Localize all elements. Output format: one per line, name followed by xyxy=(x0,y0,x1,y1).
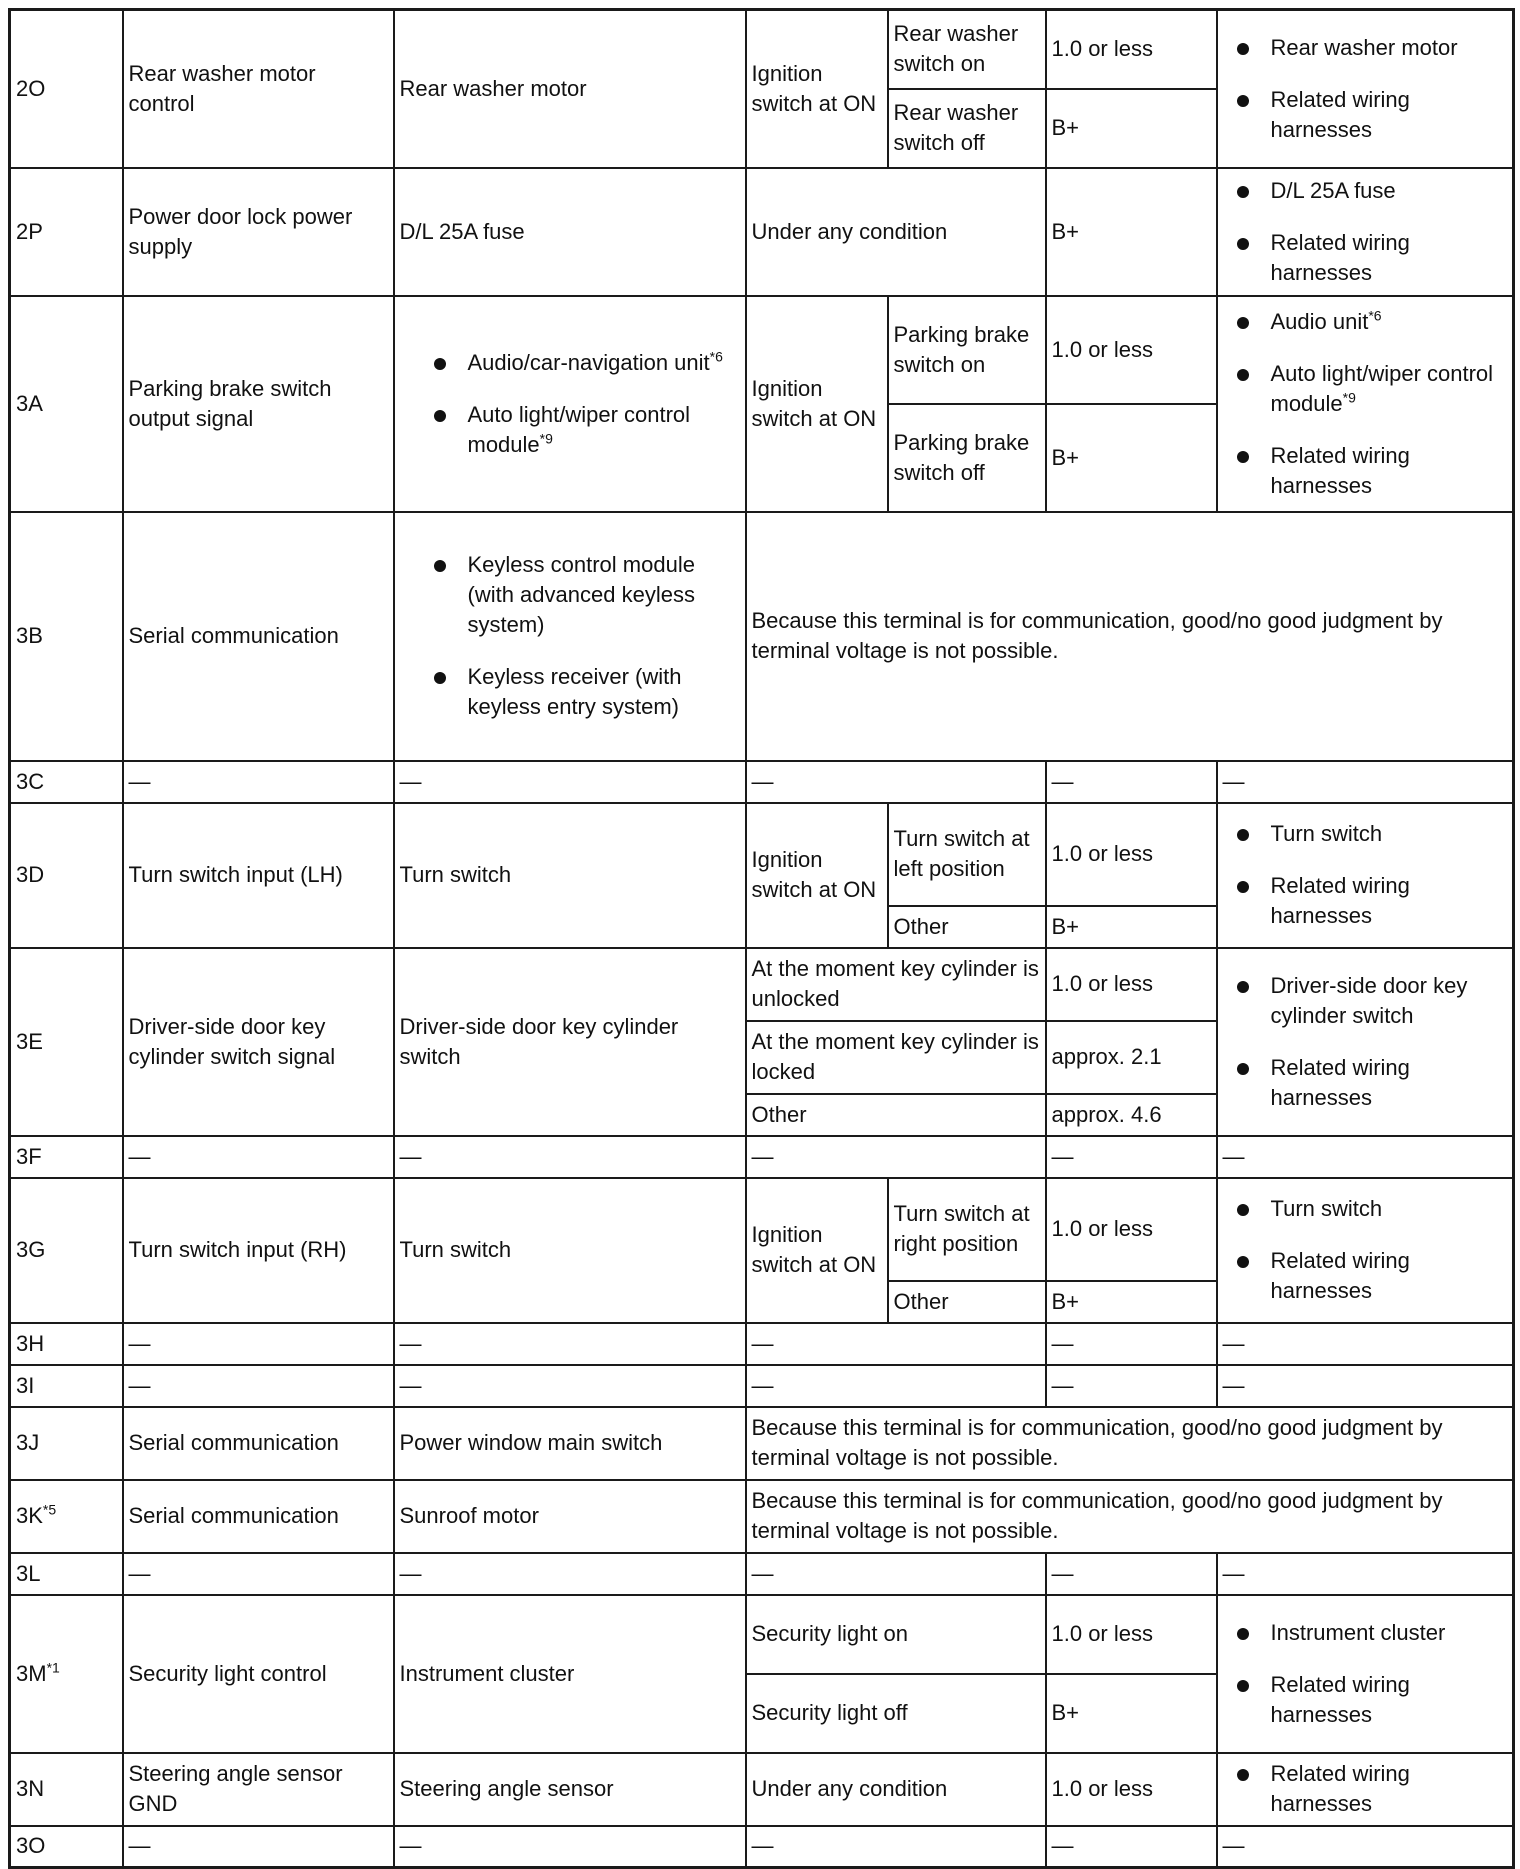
table-row xyxy=(10,1323,1514,1365)
list-item: Related wiring harnesses xyxy=(1223,441,1508,501)
description-cell: Security light control xyxy=(123,1595,394,1753)
sub-condition-cell: Rear washer switch off xyxy=(888,89,1046,168)
check-items-cell xyxy=(1217,948,1514,1136)
table-row xyxy=(10,1480,1514,1553)
description-cell: Rear washer motor control xyxy=(123,10,394,168)
table-row xyxy=(10,761,1514,803)
sub-condition-cell: Rear washer switch on xyxy=(888,10,1046,89)
check-items-cell xyxy=(1217,296,1514,512)
empty-cell: — xyxy=(123,1826,394,1868)
description-cell: Serial communication xyxy=(123,1407,394,1480)
empty-cell: — xyxy=(394,761,746,803)
empty-cell: — xyxy=(394,1136,746,1178)
terminal-cell: 3G xyxy=(10,1178,123,1323)
terminal-cell: 3L xyxy=(10,1553,123,1595)
connected-to-cell: Steering angle sensor xyxy=(394,1753,746,1826)
voltage-cell: approx. 2.1 xyxy=(1046,1021,1217,1094)
connected-to-cell: Power window main switch xyxy=(394,1407,746,1480)
list-item: Driver-side door key cylinder switch xyxy=(1223,971,1508,1031)
empty-cell: — xyxy=(1217,1365,1514,1407)
condition-cell: Ignition switch at ON xyxy=(746,1178,888,1323)
empty-cell: — xyxy=(1046,1323,1217,1365)
empty-cell: — xyxy=(1046,1553,1217,1595)
voltage-cell: 1.0 or less xyxy=(1046,10,1217,89)
list-item: Turn switch xyxy=(1223,819,1508,849)
condition-cell: Under any condition xyxy=(746,168,1046,296)
table-row xyxy=(10,296,1514,404)
table-row xyxy=(10,803,1514,906)
sub-condition-cell: Parking brake switch on xyxy=(888,296,1046,404)
terminal-cell: 3D xyxy=(10,803,123,948)
table-row xyxy=(10,168,1514,296)
list-item: Auto light/wiper control module$^{*9}$ xyxy=(1223,359,1508,419)
list-item: Instrument cluster xyxy=(1223,1618,1508,1648)
description-cell: Turn switch input (RH) xyxy=(123,1178,394,1323)
voltage-cell: 1.0 or less xyxy=(1046,948,1217,1021)
voltage-cell: B+ xyxy=(1046,1674,1217,1753)
empty-cell: — xyxy=(746,1553,1046,1595)
empty-cell: — xyxy=(1217,1136,1514,1178)
empty-cell: — xyxy=(394,1365,746,1407)
empty-cell: — xyxy=(123,1553,394,1595)
table-row xyxy=(10,1136,1514,1178)
description-cell: Turn switch input (LH) xyxy=(123,803,394,948)
empty-cell: — xyxy=(1217,1553,1514,1595)
condition-cell: Ignition switch at ON xyxy=(746,296,888,512)
terminal-cell: 2P xyxy=(10,168,123,296)
empty-cell: — xyxy=(1217,1826,1514,1868)
terminal-cell: 3C xyxy=(10,761,123,803)
check-items-cell xyxy=(1217,1595,1514,1753)
note-cell: Because this terminal is for communication, good/no good judgment by terminal voltage is not possible. xyxy=(746,1407,1514,1480)
empty-cell: — xyxy=(1046,1365,1217,1407)
voltage-cell: B+ xyxy=(1046,404,1217,512)
check-items-cell xyxy=(1217,803,1514,948)
list-item: Turn switch xyxy=(1223,1194,1508,1224)
empty-cell: — xyxy=(394,1553,746,1595)
voltage-cell: 1.0 or less xyxy=(1046,1595,1217,1674)
sub-condition-cell: Turn switch at left position xyxy=(888,803,1046,906)
note-cell: Because this terminal is for communication, good/no good judgment by terminal voltage is not possible. xyxy=(746,512,1514,761)
table-row xyxy=(10,1178,1514,1281)
empty-cell: — xyxy=(1217,1323,1514,1365)
list-item: Audio/car-navigation unit$^{*6}$ xyxy=(400,348,740,378)
list-item: Related wiring harnesses xyxy=(1223,1759,1508,1819)
empty-cell: — xyxy=(123,1323,394,1365)
terminal-cell: 3E xyxy=(10,948,123,1136)
connected-to-cell: D/L 25A fuse xyxy=(394,168,746,296)
check-items-cell xyxy=(1217,1753,1514,1826)
terminal-inspection-sheet xyxy=(8,8,1512,1869)
condition-cell: Under any condition xyxy=(746,1753,1046,1826)
condition-cell: Other xyxy=(746,1094,1046,1136)
voltage-cell: B+ xyxy=(1046,89,1217,168)
connected-to-cell: Driver-side door key cylinder switch xyxy=(394,948,746,1136)
description-cell: Serial communication xyxy=(123,1480,394,1553)
empty-cell: — xyxy=(394,1323,746,1365)
empty-cell: — xyxy=(746,1826,1046,1868)
description-cell: Parking brake switch output signal xyxy=(123,296,394,512)
voltage-cell: 1.0 or less xyxy=(1046,296,1217,404)
description-cell: Power door lock power supply xyxy=(123,168,394,296)
empty-cell: — xyxy=(1046,1136,1217,1178)
terminal-cell: 3A xyxy=(10,296,123,512)
condition-cell: At the moment key cylinder is locked xyxy=(746,1021,1046,1094)
condition-cell: Security light off xyxy=(746,1674,1046,1753)
terminal-cell: 3H xyxy=(10,1323,123,1365)
voltage-cell: B+ xyxy=(1046,1281,1217,1323)
connected-to-cell: Rear washer motor xyxy=(394,10,746,168)
voltage-cell: approx. 4.6 xyxy=(1046,1094,1217,1136)
empty-cell: — xyxy=(746,1323,1046,1365)
description-cell: Steering angle sensor GND xyxy=(123,1753,394,1826)
check-items-cell xyxy=(1217,168,1514,296)
table-row xyxy=(10,1595,1514,1674)
voltage-cell: 1.0 or less xyxy=(1046,1178,1217,1281)
list-item: Related wiring harnesses xyxy=(1223,85,1508,145)
table-row xyxy=(10,1753,1514,1826)
empty-cell: — xyxy=(123,1136,394,1178)
list-item: Related wiring harnesses xyxy=(1223,1670,1508,1730)
empty-cell: — xyxy=(746,1365,1046,1407)
list-item: Rear washer motor xyxy=(1223,33,1508,63)
list-item: D/L 25A fuse xyxy=(1223,176,1508,206)
terminal-cell: 3F xyxy=(10,1136,123,1178)
empty-cell: — xyxy=(123,1365,394,1407)
condition-cell: Ignition switch at ON xyxy=(746,803,888,948)
terminal-cell: 3O xyxy=(10,1826,123,1868)
condition-cell: Security light on xyxy=(746,1595,1046,1674)
empty-cell: — xyxy=(746,1136,1046,1178)
voltage-cell: B+ xyxy=(1046,168,1217,296)
list-item: Audio unit$^{*6}$ xyxy=(1223,307,1508,337)
voltage-cell: 1.0 or less xyxy=(1046,803,1217,906)
table-row xyxy=(10,512,1514,761)
sub-condition-cell: Turn switch at right position xyxy=(888,1178,1046,1281)
table-row xyxy=(10,948,1514,1021)
terminal-table xyxy=(8,8,1515,1869)
connected-to-cell xyxy=(394,512,746,761)
description-cell: Serial communication xyxy=(123,512,394,761)
list-item: Related wiring harnesses xyxy=(1223,871,1508,931)
list-item: Keyless control module (with advanced keyless system) xyxy=(400,550,740,640)
table-row xyxy=(10,1553,1514,1595)
note-cell: Because this terminal is for communication, good/no good judgment by terminal voltage is not possible. xyxy=(746,1480,1514,1553)
terminal-cell: 3J xyxy=(10,1407,123,1480)
connected-to-cell: Turn switch xyxy=(394,803,746,948)
list-item: Related wiring harnesses xyxy=(1223,1053,1508,1113)
description-cell: Driver-side door key cylinder switch signal xyxy=(123,948,394,1136)
list-item: Related wiring harnesses xyxy=(1223,228,1508,288)
terminal-cell: $3K^{*5}$ xyxy=(10,1480,123,1553)
list-item: Keyless receiver (with keyless entry system) xyxy=(400,662,740,722)
empty-cell: — xyxy=(1046,1826,1217,1868)
table-row xyxy=(10,10,1514,89)
table-row xyxy=(10,1826,1514,1868)
empty-cell: — xyxy=(1217,761,1514,803)
empty-cell: — xyxy=(123,761,394,803)
condition-cell: At the moment key cylinder is unlocked xyxy=(746,948,1046,1021)
list-item: Related wiring harnesses xyxy=(1223,1246,1508,1306)
check-items-cell xyxy=(1217,1178,1514,1323)
sub-condition-cell: Other xyxy=(888,906,1046,948)
terminal-cell: 3I xyxy=(10,1365,123,1407)
terminal-cell: $3M^{*1}$ xyxy=(10,1595,123,1753)
terminal-cell: 3B xyxy=(10,512,123,761)
connected-to-cell xyxy=(394,296,746,512)
condition-cell: Ignition switch at ON xyxy=(746,10,888,168)
empty-cell: — xyxy=(746,761,1046,803)
empty-cell: — xyxy=(1046,761,1217,803)
connected-to-cell: Sunroof motor xyxy=(394,1480,746,1553)
voltage-cell: 1.0 or less xyxy=(1046,1753,1217,1826)
terminal-cell: 3N xyxy=(10,1753,123,1826)
list-item: Auto light/wiper control module$^{*9}$ xyxy=(400,400,740,460)
connected-to-cell: Instrument cluster xyxy=(394,1595,746,1753)
check-items-cell xyxy=(1217,10,1514,168)
table-row xyxy=(10,1365,1514,1407)
sub-condition-cell: Other xyxy=(888,1281,1046,1323)
voltage-cell: B+ xyxy=(1046,906,1217,948)
connected-to-cell: Turn switch xyxy=(394,1178,746,1323)
empty-cell: — xyxy=(394,1826,746,1868)
sub-condition-cell: Parking brake switch off xyxy=(888,404,1046,512)
table-row xyxy=(10,1407,1514,1480)
terminal-cell: 2O xyxy=(10,10,123,168)
